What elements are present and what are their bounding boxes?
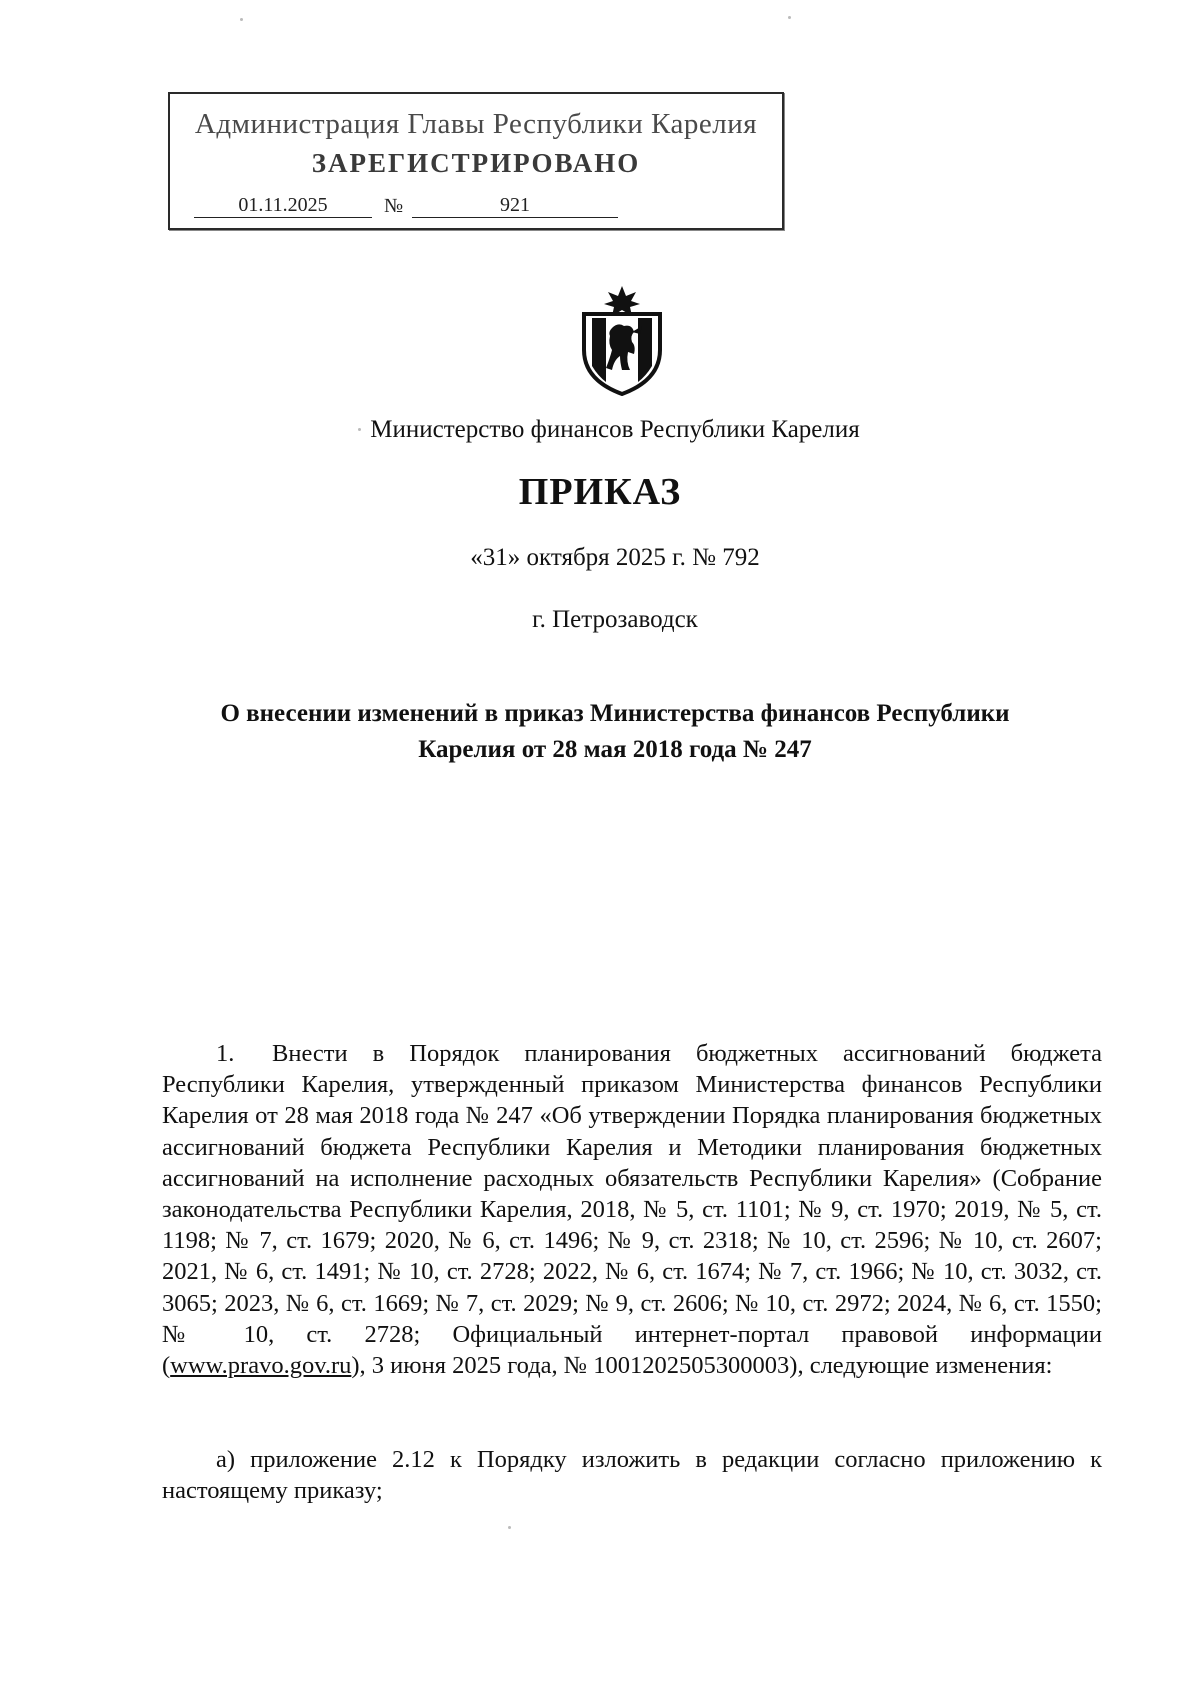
coat-of-arms-icon bbox=[576, 284, 668, 396]
pravo-gov-link[interactable]: www.pravo.gov.ru bbox=[170, 1352, 352, 1380]
scan-speck bbox=[240, 18, 243, 21]
scan-speck bbox=[358, 428, 361, 431]
stamp-organization: Администрация Главы Республики Карелия bbox=[194, 108, 758, 140]
stamp-registration-line bbox=[194, 192, 602, 222]
subject-line-2: Карелия от 28 мая 2018 года № 247 bbox=[418, 736, 812, 763]
paragraph-item-1 bbox=[162, 1038, 1102, 1381]
item-1-text-end: ), 3 июня 2025 года, № 1001202505300003), следующие изменения: bbox=[351, 1352, 1053, 1380]
registration-stamp bbox=[168, 92, 784, 230]
subject-line-1: О внесении изменений в приказ Министерства финансов Республики bbox=[220, 700, 1010, 727]
stamp-date: 01.11.2025 bbox=[194, 193, 372, 218]
item-1-text: Внести в Порядок планирования бюджетных ассигнований бюджета Республики Карелия, утвержденный приказом Министерства финансов Республики Карелия от 28 мая 2018 года № 247 «Об утверждении Порядка планирования бюджетных ассигнований бюджета Республики Карелия и Методики планирования бюджетных ассигнований на исполнение расходных обязательств Республики Карелия» (Собрание законодательства Республики Карелия, 2018, № 5, ст. 1101; № 9, ст. 1970; 2019, № 5, ст. 1198; № 7, ст. 1679; 2020, № 6, ст. 1496; № 9, ст. 2318; № 10, ст. 2596; № 10, ст. 2607; 2021, № 6, ст. 1491; № 10, ст. 2728; 2022, № 6, ст. 1674; № 7, ст. 1966; № 10, ст. 3032, ст. 3065; 2023, № 6, ст. 1669; № 7, ст. 2029; № 9, ст. 2606; № 10, ст. 2972; 2024, № 6, ст. 1550; № 10, ст. 2728; Официальный интернет-портал правовой информации ( bbox=[162, 1040, 1102, 1380]
city: г. Петрозаводск bbox=[532, 606, 698, 633]
stamp-number: 921 bbox=[412, 193, 618, 218]
order-date-number: «31» октября 2025 г. № 792 bbox=[470, 544, 760, 571]
scan-speck bbox=[788, 16, 791, 19]
ministry-name: Министерство финансов Республики Карелия bbox=[370, 416, 860, 443]
stamp-status: ЗАРЕГИСТРИРОВАНО bbox=[311, 148, 641, 178]
order-subject bbox=[0, 696, 1200, 768]
stamp-number-sign: № bbox=[384, 195, 404, 217]
item-number: 1. bbox=[216, 1040, 235, 1067]
document-title: ПРИКАЗ bbox=[518, 471, 682, 513]
paragraph-subitem-a: а) приложение 2.12 к Порядку изложить в редакции согласно приложению к настоящему приказу; bbox=[162, 1446, 1102, 1505]
scan-speck bbox=[508, 1526, 511, 1529]
